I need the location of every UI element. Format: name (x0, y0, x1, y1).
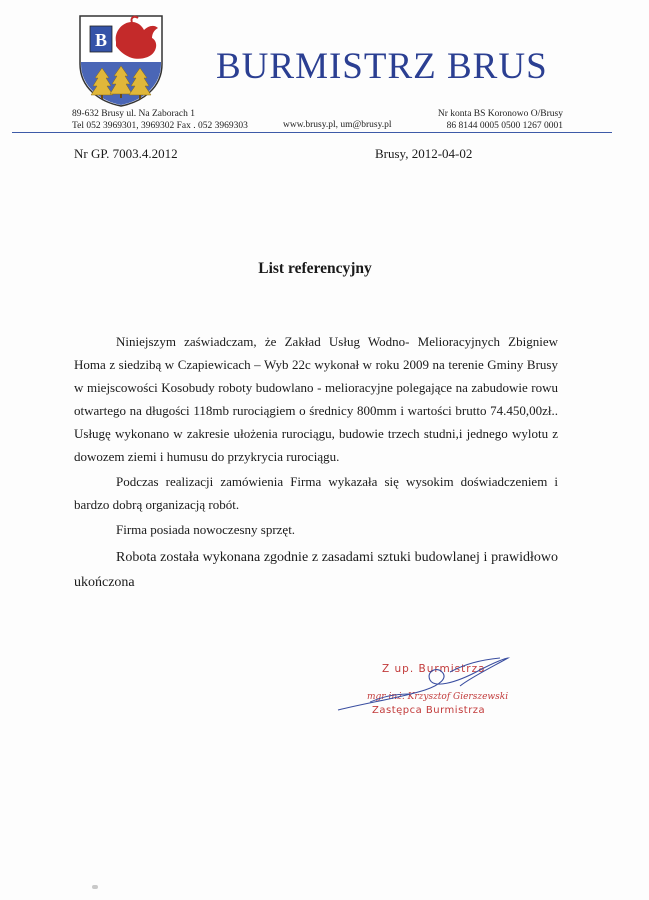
bank-name-line: Nr konta BS Koronowo O/Brusy (437, 109, 563, 119)
letterhead-address (72, 108, 248, 132)
bank-account (438, 108, 563, 132)
phone-fax-line: Tel 052 3969301, 3969302 Fax . 052 3969303 (72, 121, 248, 131)
handwritten-signature (330, 650, 530, 720)
svg-text:B: B (94, 30, 108, 50)
letter-body (74, 330, 558, 595)
web-contact: www.brusy.pl, um@brusy.pl (283, 120, 392, 130)
document-title: List referencyjny (258, 260, 372, 277)
body-paragraph: Robota została wykonana zgodnie z zasadami sztuki budowlanej i prawidłowo ukończona (74, 550, 558, 590)
coat-of-arms-icon (76, 12, 166, 108)
stamp-signatory-role: Zastępca Burmistrza (372, 705, 486, 716)
reference-number: Nr GP. 7003.4.2012 (74, 146, 178, 161)
letterhead-title: BURMISTRZ BRUS (216, 46, 548, 87)
body-paragraph: Firma posiada nowoczesny sprzęt. (116, 522, 296, 537)
scan-mark (92, 885, 98, 889)
address-line: 89-632 Brusy ul. Na Zaborach 1 (72, 109, 195, 119)
body-paragraph: Niniejszym zaświadczam, że Zakład Usług Wodno- Melioracyjnych Zbigniew Homa z siedzibą w Czapiewicach – Wyb 22c wykonał w roku 2009 na terenie Gminy Brusy w miejscowości Kosobudy roboty budowlano - melioracyjne polegające na zabudowie rowu otwartego na długości 118mb rurociągiem o średnicy 800mm i wartości brutto 74.450,00zł.. Usługę wykonano w zakresie ułożenia rurociągu, budowie trzech studni,i jednego wylotu z dowozem ziemi i humusu do przykrycia rurociągu. (74, 334, 558, 464)
bank-number-line: 86 8144 0005 0500 1267 0001 (446, 121, 563, 131)
stamp-on-behalf: Z up. Burmistrza (382, 663, 486, 675)
letterhead-divider (12, 132, 612, 133)
stamp-signatory-name: mgr inż. Krzysztof Gierszewski (367, 692, 509, 702)
letter-date: Brusy, 2012-04-02 (375, 146, 473, 161)
body-paragraph: Podczas realizacji zamówienia Firma wykazała się wysokim doświadczeniem i bardzo dobrą organizacją robót. (74, 474, 558, 512)
